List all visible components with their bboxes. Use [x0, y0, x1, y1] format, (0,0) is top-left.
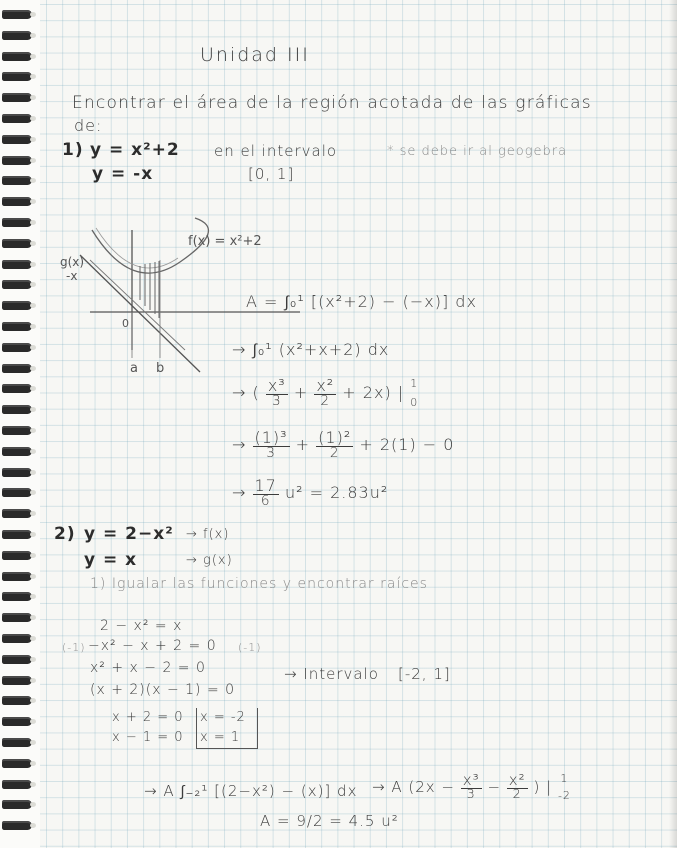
spiral-coil	[2, 114, 32, 123]
spiral-coil	[2, 613, 32, 622]
page-edge-shadow	[669, 0, 677, 848]
problem-2-antiderivative: → A (2x − $\frac{\text{x³}}{3}$ − $\frac{\text{x²}}{2}$ ) | 1 -2	[372, 771, 571, 803]
problem-1-step-4: → $\frac{\text{(1)³}}{3}$ + $\frac{\text{(1)²}}{2}$ + 2(1) − 0	[232, 428, 455, 461]
spiral-coil	[2, 426, 32, 435]
graph-a-label: a	[130, 361, 138, 376]
problem-2-function-f: y = 2−x²	[84, 524, 174, 544]
spiral-coil	[2, 717, 32, 726]
spiral-coil	[2, 696, 32, 705]
problem-2-interval-text: → Intervalo	[284, 665, 379, 683]
problem-2-result: A = 9/2 = 4.5 u²	[260, 812, 399, 830]
graph-f-label: f(x) = x²+2	[188, 234, 262, 249]
problem-2-step-title: 1) Igualar las funciones y encontrar raíces	[90, 576, 428, 592]
antiderivative-fraction-1: $\frac{\text{x³}}{3}$	[462, 771, 480, 802]
problem-2-function-g: y = x	[84, 550, 138, 570]
spiral-coil	[2, 384, 32, 393]
problem-2-work-2: −x² − x + 2 = 0	[88, 638, 217, 654]
spiral-coil	[2, 655, 32, 664]
spiral-coil	[2, 260, 32, 269]
problem-2-work-6b: x = 1	[200, 730, 241, 745]
spiral-coil	[2, 405, 32, 414]
spiral-coil	[2, 218, 32, 227]
problem-1-interval-label: en el intervalo	[214, 142, 338, 160]
spiral-binding	[0, 0, 40, 848]
step-4-fraction-1: $\frac{\text{(1)³}}{3}$	[254, 428, 288, 461]
problem-1-geogebra-note: * se debe ir al geogebra	[387, 144, 568, 159]
spiral-coil	[2, 93, 32, 102]
problem-1-interval: [0, 1]	[248, 165, 295, 183]
problem-2-work-1: 2 − x² = x	[100, 618, 183, 634]
spiral-coil	[2, 322, 32, 331]
graph-b-label: b	[156, 361, 165, 376]
problem-2-work-5a: x + 2 = 0	[112, 710, 184, 725]
spiral-coil	[2, 592, 32, 601]
problem-2-integral: → A ∫₋₂¹ [(2−x²) − (x)] dx	[144, 782, 358, 800]
spiral-coil	[2, 156, 32, 165]
problem-2-work-6a: x − 1 = 0	[112, 730, 184, 745]
spiral-coil	[2, 676, 32, 685]
line-g-minus-x-2	[90, 260, 185, 350]
spiral-coil	[2, 280, 32, 289]
step-5-fraction: $\frac{17}{6}$	[254, 476, 277, 509]
instruction-line-2: de:	[74, 116, 103, 135]
antiderivative-fraction-2: $\frac{\text{x²}}{2}$	[508, 771, 526, 802]
problem-1-step-2: → ∫₀¹ (x²+x+2) dx	[232, 340, 390, 359]
problem-1-step-3: → ( $\frac{\text{x³}}{3}$ + $\frac{\text{x²}}{2}$ + 2x) | 1 0	[232, 376, 419, 410]
spiral-coil	[2, 780, 32, 789]
graph-g-label-bottom: -x	[66, 269, 78, 283]
spiral-coil	[2, 468, 32, 477]
problem-1-step-1: A = ∫₀¹ [(x²+2) − (−x)] dx	[246, 292, 477, 311]
spiral-coil	[2, 72, 32, 81]
problem-2-f-tag: → f(x)	[186, 527, 230, 542]
step-4-fraction-2: $\frac{\text{(1)²}}{2}$	[318, 428, 352, 461]
graph-g-label-top: g(x)	[60, 255, 85, 269]
problem-2-work-4: (x + 2)(x − 1) = 0	[90, 682, 236, 698]
problem-2-number: 2)	[54, 524, 76, 544]
spiral-coil	[2, 488, 32, 497]
graph-origin-label: 0	[122, 317, 129, 330]
spiral-coil	[2, 634, 32, 643]
step-3-fraction-2: $\frac{\text{x²}}{2}$	[316, 376, 335, 409]
problem-1-step-5: → $\frac{17}{6}$ u² = 2.83u²	[232, 476, 389, 509]
spiral-coil	[2, 52, 32, 61]
problem-1-function-g: y = -x	[92, 164, 154, 184]
step-3-bounds: 1 0	[410, 377, 419, 410]
spiral-coil	[2, 197, 32, 206]
problem-2-work-5b: x = -2	[200, 710, 246, 725]
instruction-line-1: Encontrar el área de la región acotada de las gráficas	[72, 93, 592, 113]
step-3-open: → (	[232, 382, 260, 402]
problem-2-work-2-mult: (-1)	[62, 641, 86, 654]
problem-1-function-f: y = x²+2	[90, 140, 180, 160]
spiral-coil	[2, 31, 32, 40]
spiral-coil	[2, 759, 32, 768]
spiral-coil	[2, 800, 32, 809]
step-3-fraction-1: $\frac{\text{x³}}{3}$	[267, 376, 286, 409]
answer-box-roots	[196, 708, 258, 749]
spiral-coil	[2, 509, 32, 518]
spiral-coil	[2, 738, 32, 747]
spiral-coil	[2, 10, 32, 19]
problem-1-number: 1)	[62, 140, 84, 160]
page-title: Unidad III	[200, 44, 310, 66]
spiral-coil	[2, 572, 32, 581]
spiral-coil	[2, 301, 32, 310]
problem-2-work-3: x² + x − 2 = 0	[90, 660, 206, 676]
problem-2-interval: [-2, 1]	[398, 665, 451, 683]
spiral-coil	[2, 551, 32, 560]
spiral-coil	[2, 343, 32, 352]
problem-2-g-tag: → g(x)	[186, 553, 233, 568]
spiral-coil	[2, 447, 32, 456]
spiral-coil	[2, 135, 32, 144]
spiral-coil	[2, 176, 32, 185]
problem-2-work-2-tail: (-1)	[238, 641, 262, 654]
spiral-coil	[2, 239, 32, 248]
parabola-curve-outline	[96, 228, 178, 268]
antiderivative-bounds: 1 -2	[557, 772, 571, 803]
spiral-coil	[2, 530, 32, 539]
spiral-coil	[2, 364, 32, 373]
spiral-coil	[2, 821, 32, 830]
